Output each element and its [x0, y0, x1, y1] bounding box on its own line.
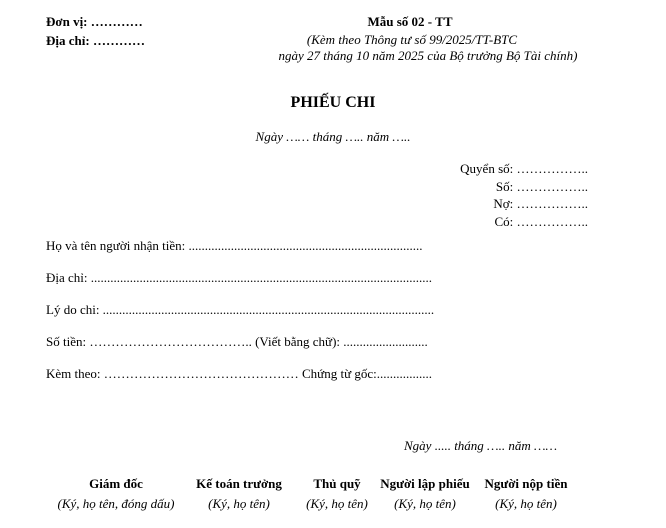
signature-role: Kế toán trưởng	[196, 476, 282, 491]
ledger-number: Số: ……………..	[495, 179, 588, 194]
signature-role: Thủ quỹ	[313, 476, 361, 491]
signature-director	[46, 476, 186, 512]
date-line: Ngày …… tháng ….. năm …..	[255, 129, 411, 144]
field-reason: Lý do chi: ......................................................................................................	[46, 302, 435, 317]
field-recipient: Họ và tên người nhận tiền: ........................................................................	[46, 238, 423, 253]
field-attached: Kèm theo: ……………………………………… Chứng từ gốc:.................	[46, 366, 433, 381]
page-title: PHIẾU CHI	[290, 94, 376, 111]
unit-label: Đơn vị: …………	[46, 14, 143, 29]
signature-note: (Ký, họ tên)	[208, 496, 270, 511]
signature-payer	[456, 476, 596, 512]
signature-role: Giám đốc	[89, 476, 143, 491]
signature-note: (Ký, họ tên)	[394, 496, 456, 511]
signature-role: Người lập phiếu	[380, 476, 470, 491]
circular-line-2: ngày 27 tháng 10 năm 2025 của Bộ trưởng Bộ Tài chính)	[278, 48, 578, 63]
ledger-book: Quyển số: ……………..	[460, 161, 588, 176]
circular-line-1: (Kèm theo Thông tư số 99/2025/TT-BTC	[306, 32, 518, 47]
signature-role: Người nộp tiền	[484, 476, 568, 491]
ledger-credit: Có: ……………..	[494, 214, 588, 229]
form-number: Mẫu số 02 - TT	[367, 14, 453, 29]
ledger-debit: Nợ: ……………..	[493, 196, 588, 211]
signature-note: (Ký, họ tên)	[306, 496, 368, 511]
field-address: Địa chỉ: .........................................................................................................	[46, 270, 433, 285]
sign-date: Ngày ..... tháng ….. năm ……	[404, 438, 558, 453]
signature-note: (Ký, họ tên, đóng dấu)	[57, 496, 175, 511]
field-amount: Số tiền: ……………………………….. (Viết bằng chữ): ..........................	[46, 334, 428, 349]
signature-note: (Ký, họ tên)	[495, 496, 557, 511]
address-label: Địa chỉ: …………	[46, 33, 145, 48]
